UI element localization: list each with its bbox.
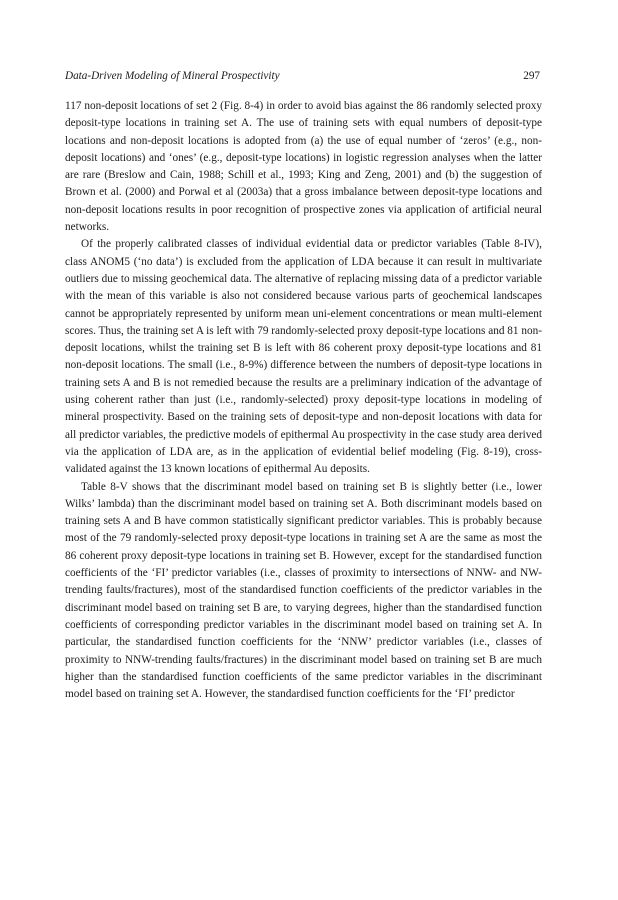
paragraph-continuation: 117 non-deposit locations of set 2 (Fig. 8-4) in order to avoid bias against the 86 randomly selected proxy deposit-type locations in training set A. The use of training sets with equal numbers of deposit-type locations and non-deposit locations is adopted from (a) the use of equal number of ‘zeros’ (e.g., non-deposit locations) and ‘ones’ (e.g., deposit-type locations) in logistic regression analyses when the latter are rare (Breslow and Cain, 1988; Schill et al., 1993; King and Zeng, 2001) and (b) the suggestion of Brown et al. (2000) and Porwal et al (2003a) that a gross imbalance between deposit-type locations and non-deposit locations results in poor recognition of prospective zones via application of artificial neural networks.	[65, 100, 542, 234]
running-title: Data-Driven Modeling of Mineral Prospectivity	[65, 70, 280, 82]
page-number: 297	[523, 70, 540, 82]
paragraph-table-8-v: Table 8-V shows that the discriminant model based on training set B is slightly better (i.e., lower Wilks’ lambda) than the discriminant model based on training set A. Both discriminant models based on training sets A and B have common statistically significant predictor variables. This is probably because most of the 79 randomly-selected proxy deposit-type locations in training set A are the same as most the 86 coherent proxy deposit-type locations in training set B. However, except for the standardised function coefficients of the ‘FI’ predictor variables (i.e., classes of proximity to intersections of NNW- and NW-trending faults/fractures), most of the standardised function coefficients of the predictor variables in the discriminant model based on training set B are, to varying degrees, higher than the standardised function coefficients of corresponding predictor variables in the discriminant model based on training set A. In particular, the standardised function coefficients for the ‘NNW’ predictor variables (i.e., classes of proximity to NNW-trending faults/fractures) in the discriminant model based on training set B are much higher than the standardised function coefficients of the same predictor variables in the discriminant model based on training set A. However, the standardised function coefficients for the ‘FI’ predictor	[65, 480, 542, 701]
book-page	[65, 66, 542, 703]
paragraph-calibrated-classes: Of the properly calibrated classes of individual evidential data or predictor variables (Table 8-IV), class ANOM5 (‘no data’) is excluded from the application of LDA because it can result in multivariate outliers due to missing geochemical data. The alternative of replacing missing data of a predictor variable with the mean of this variable is also not considered because various parts of geochemical landscapes cannot be appropriately represented by uniform mean uni-element concentrations or mean multi-element scores. Thus, the training set A is left with 79 randomly-selected proxy deposit-type locations and 81 non-deposit locations, whilst the training set B is left with 86 coherent proxy deposit-type locations and 81 non-deposit locations. The small (i.e., 8-9%) difference between the numbers of deposit-type locations in training sets A and B is not remedied because the results are a preliminary indication of the advantage of using coherent rather than just (i.e., randomly-selected) proxy deposit-type locations in modeling of mineral prospectivity. Based on the training sets of deposit-type and non-deposit locations with data for all predictor variables, the predictive models of epithermal Au prospectivity in the case study area derived via the application of LDA are, as in the application of evidential belief modeling (Fig. 8-19), cross-validated against the 13 known locations of epithermal Au deposits.	[65, 238, 542, 476]
body-text	[65, 98, 542, 703]
running-header	[65, 66, 542, 86]
